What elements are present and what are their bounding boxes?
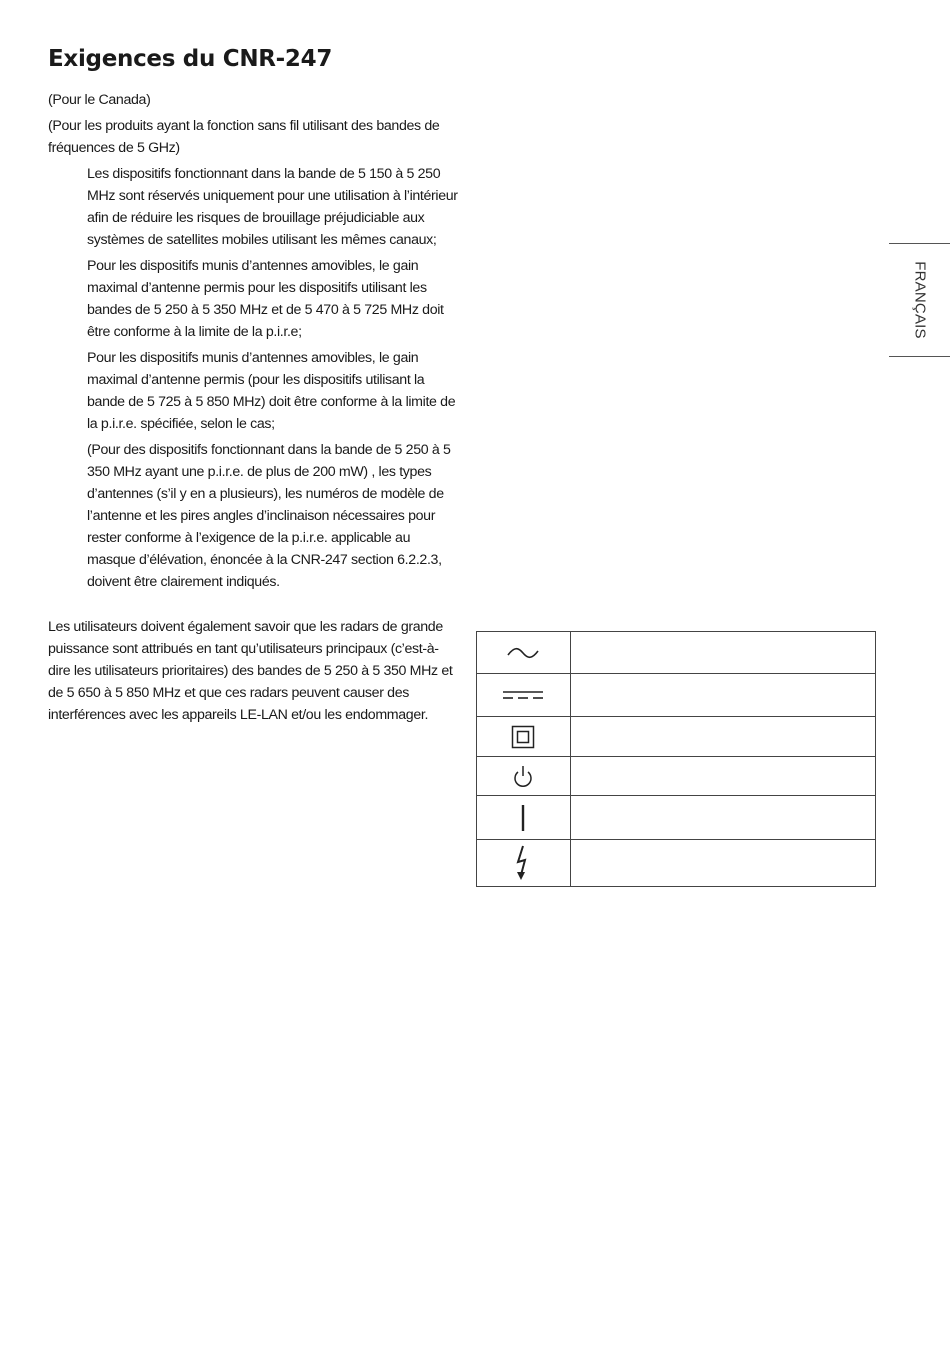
standby-icon bbox=[512, 764, 534, 788]
main-content bbox=[48, 89, 458, 730]
table-row bbox=[477, 757, 876, 796]
class-ii-equipment-icon bbox=[511, 725, 535, 749]
table-cell-description bbox=[570, 796, 875, 840]
table-cell-symbol bbox=[477, 796, 571, 840]
table-cell-symbol bbox=[477, 757, 571, 796]
page-title: Exigences du CNR-247 bbox=[48, 46, 333, 72]
paragraph: (Pour des dispositifs fonctionnant dans la bande de 5 250 à 5 350 MHz ayant une p.i.r.e. de plus de 200 mW) , les types d’antennes (s’il y en a plusieurs), les numéros de modèle de l’antenne et les pires angles d’inclinaison nécessaires pour rester conforme à l’exigence de la p.i.r.e. applicable au masque d’élévation, énoncée à la CNR-247 section 6.2.2.3, doivent être clairement indiqués. bbox=[87, 442, 451, 590]
paragraph: Les dispositifs fonctionnant dans la bande de 5 150 à 5 250 MHz sont réservés uniquement pour une utilisation à l’intérieur afin de réduire les risques de brouillage préjudiciable aux systèmes de satellites mobiles utilisant les mêmes canaux; bbox=[87, 166, 458, 248]
table-row bbox=[477, 796, 876, 840]
table-cell-symbol bbox=[477, 674, 571, 717]
table-cell-symbol bbox=[477, 632, 571, 674]
table-cell-symbol bbox=[477, 840, 571, 887]
alternating-current-icon bbox=[506, 646, 540, 660]
table-row bbox=[477, 632, 876, 674]
table-cell-symbol bbox=[477, 717, 571, 757]
table-cell-description bbox=[570, 632, 875, 674]
power-on-icon bbox=[520, 804, 526, 832]
spacer bbox=[48, 597, 458, 616]
table-cell-description bbox=[570, 757, 875, 796]
language-tab bbox=[889, 243, 950, 357]
paragraph: Pour les dispositifs munis d’antennes amovibles, le gain maximal d’antenne permis pour les dispositifs utilisant les bandes de 5 250 à 5 350 MHz et de 5 470 à 5 725 MHz doit être conforme à la limite de la p.i.r.e; bbox=[87, 258, 444, 340]
paragraph: (Pour le Canada) bbox=[48, 92, 151, 108]
table-row bbox=[477, 717, 876, 757]
paragraph: (Pour les produits ayant la fonction sans fil utilisant des bandes de fréquences de 5 GHz) bbox=[48, 118, 440, 156]
language-tab-label: FRANÇAIS bbox=[911, 261, 928, 339]
table-cell-description bbox=[570, 840, 875, 887]
paragraph: Les utilisateurs doivent également savoir que les radars de grande puissance sont attribués en tant qu’utilisateurs principaux (c’est-à-dire les utilisateurs prioritaires) des bandes de 5 250 à 5 350 MHz et de 5 650 à 5 850 MHz et que ces radars peuvent causer des interférences avec les appareils LE-LAN et/ou les endommager. bbox=[48, 619, 453, 723]
hazardous-voltage-icon bbox=[514, 845, 532, 881]
table-cell-description bbox=[570, 674, 875, 717]
direct-current-icon bbox=[502, 689, 544, 701]
table-row bbox=[477, 840, 876, 887]
paragraph: Pour les dispositifs munis d’antennes amovibles, le gain maximal d’antenne permis (pour les dispositifs utilisant la bande de 5 725 à 5 850 MHz) doit être conforme à la limite de la p.i.r.e. spécifiée, selon le cas; bbox=[87, 350, 456, 432]
table-cell-description bbox=[570, 717, 875, 757]
symbols-table bbox=[476, 631, 876, 887]
table-row bbox=[477, 674, 876, 717]
